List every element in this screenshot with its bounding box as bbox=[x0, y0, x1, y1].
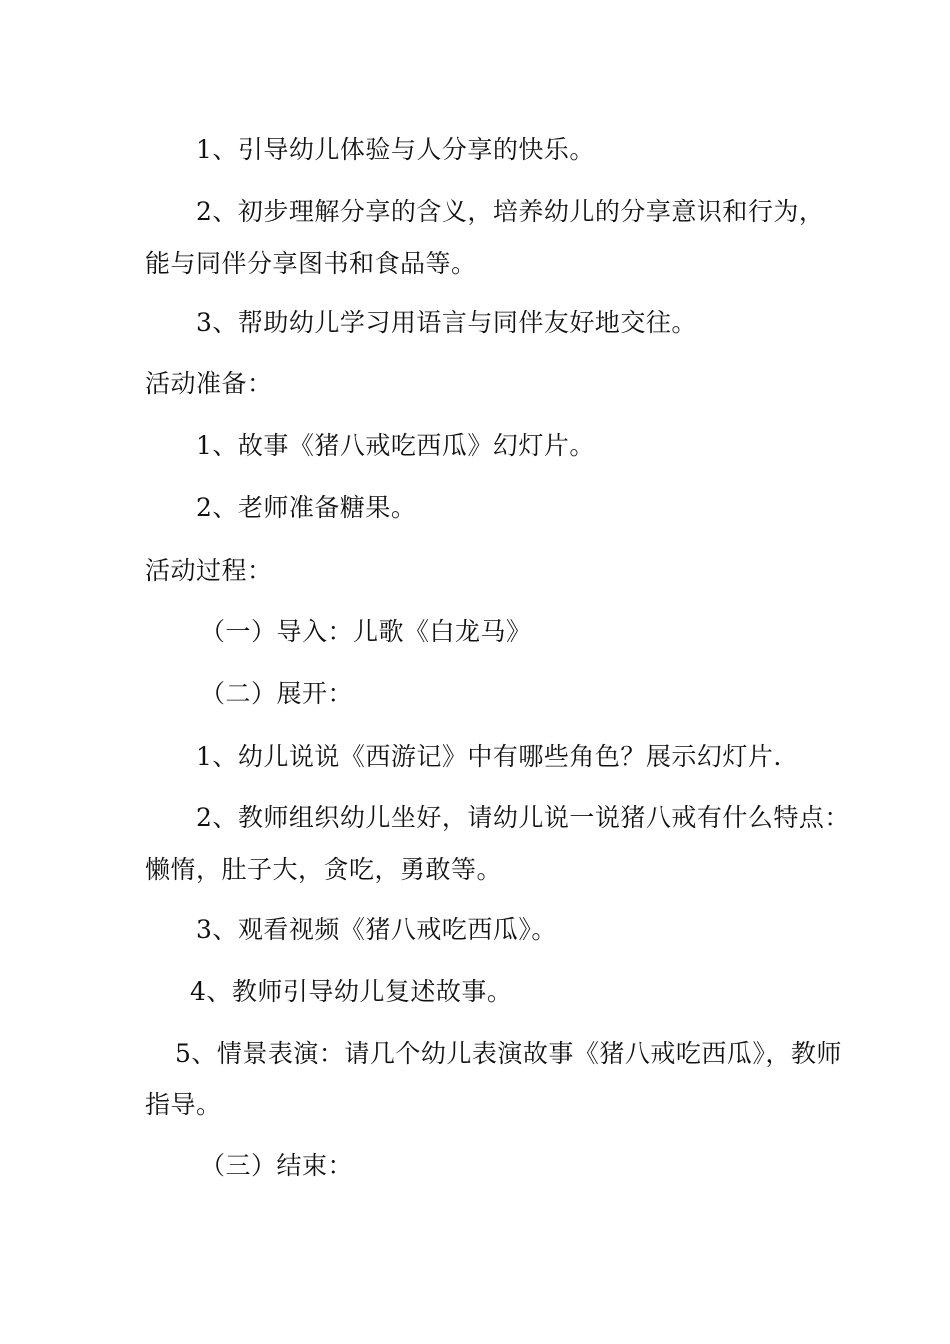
prep-item-2: 2、老师准备糖果。 bbox=[196, 493, 417, 522]
goal-item-3: 3、帮助幼儿学习用语言与同伴友好地交往。 bbox=[196, 308, 697, 337]
goal-item-2-line-1: 2、初步理解分享的含义，培养幼儿的分享意识和行为， bbox=[196, 197, 825, 226]
develop-item-2-line-1: 2、教师组织幼儿坐好，请幼儿说一说猪八戒有什么特点： bbox=[196, 803, 850, 832]
develop-item-2-line-2: 懒惰，肚子大，贪吃，勇敢等。 bbox=[145, 855, 503, 884]
develop-item-1: 1、幼儿说说《西游记》中有哪些角色？展示幻灯片. bbox=[196, 742, 782, 771]
process-step-develop: （二）展开： bbox=[200, 679, 354, 708]
prep-item-1: 1、故事《猪八戒吃西瓜》幻灯片。 bbox=[196, 431, 595, 460]
process-step-intro: （一）导入：儿歌《白龙马》 bbox=[200, 617, 532, 646]
develop-item-4: 4、教师引导幼儿复述故事。 bbox=[190, 977, 513, 1006]
develop-item-5-line-1: 5、情景表演：请几个幼儿表演故事《猪八戒吃西瓜》，教师 bbox=[175, 1039, 842, 1068]
goal-item-2-line-2: 能与同伴分享图书和食品等。 bbox=[145, 249, 477, 278]
process-step-end: （三）结束： bbox=[200, 1151, 354, 1180]
section-heading-preparation: 活动准备： bbox=[145, 369, 273, 398]
develop-item-3: 3、观看视频《猪八戒吃西瓜》。 bbox=[196, 915, 557, 944]
section-heading-process: 活动过程： bbox=[145, 556, 273, 585]
develop-item-5-line-2: 指导。 bbox=[145, 1090, 222, 1119]
goal-item-1: 1、引导幼儿体验与人分享的快乐。 bbox=[196, 135, 595, 164]
